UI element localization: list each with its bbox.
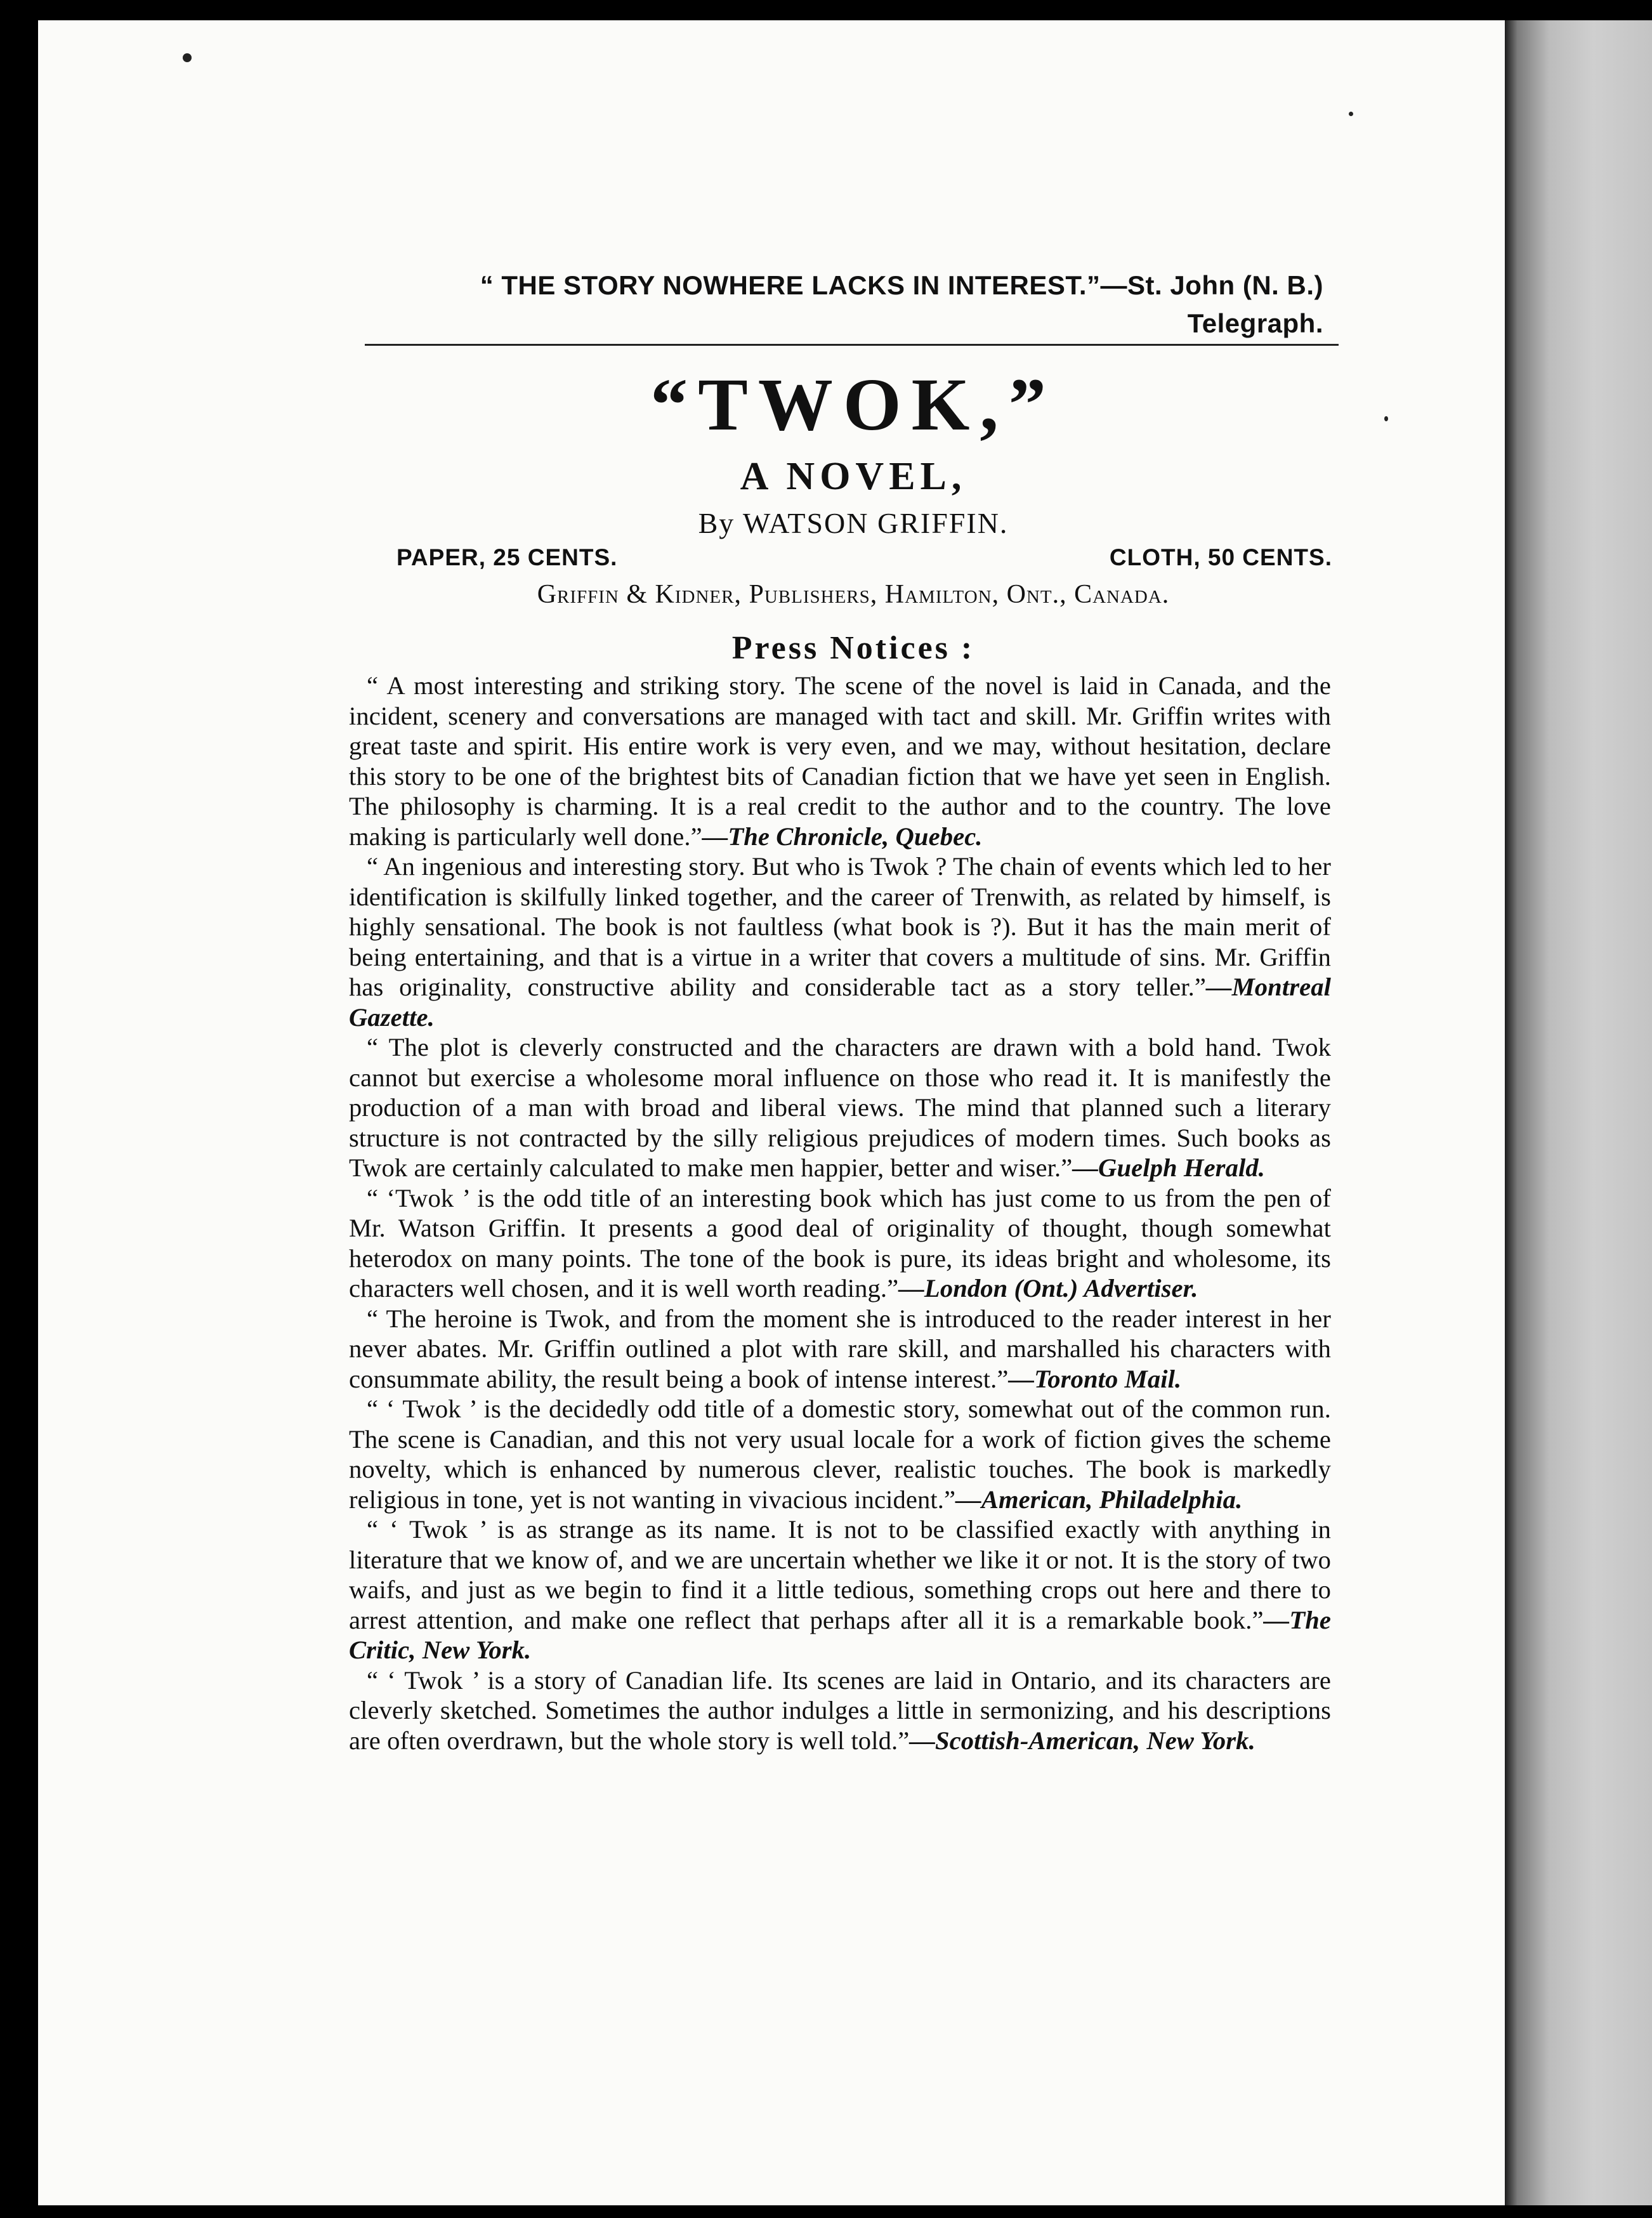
notice-source: —Scottish-American, New York.: [909, 1726, 1255, 1755]
book-author: By WATSON GRIFFIN.: [698, 507, 1009, 539]
notice-text: “ ‘ Twok ’ is the decidedly odd title of a domestic story, somewhat out of the common run. The scene is Canadian, and this not very usual locale for a work of fiction gives the scheme novelty, which is enhanced by numerous clever, realistic touches. The book is markedly religious in tone, yet is not wanting in vivacious incident.”: [349, 1394, 1331, 1514]
ink-speck: [1349, 112, 1353, 116]
book-subtitle: A NOVEL,: [740, 455, 967, 498]
notice-text: “ The plot is cleverly constructed and the characters are drawn with a bold hand. Twok cannot but exercise a wholesome moral influence on those who read it. It is manifestly the production of a man with broad and liberal views. The mind that planned such a literary structure is not contracted by the silly religious prejudices of modern times. Such books as Twok are certainly calculated to make men happier, better and wiser.”: [349, 1033, 1331, 1182]
press-notices-list: [349, 671, 1339, 1755]
notice-source: —Guelph Herald.: [1072, 1153, 1265, 1182]
ink-speck: [1384, 416, 1388, 421]
press-notice: [349, 1183, 1339, 1304]
advertisement-content: [349, 266, 1339, 1755]
press-notice: [349, 851, 1339, 1032]
book-title: “TWOK,”: [650, 363, 1056, 446]
notice-source: —American, Philadelphia.: [955, 1485, 1243, 1514]
notice-source: —Montreal Gazette.: [349, 973, 1331, 1032]
notice-text: “ ‘ Twok ’ is a story of Canadian life. Its scenes are laid in Ontario, and its characters are cleverly sketched. Sometimes the author indulges a little in sermonizing, and his descriptions are often overdrawn, but the whole story is well told.”: [349, 1665, 1331, 1755]
notice-source: —London (Ont.) Advertiser.: [898, 1274, 1198, 1303]
price-paper: PAPER, 25 CENTS.: [397, 544, 618, 570]
price-row: [397, 542, 1332, 573]
press-notice: [349, 671, 1339, 851]
press-notice: [349, 1514, 1339, 1665]
notice-source: —The Chronicle, Quebec.: [702, 822, 983, 851]
notice-source: —Toronto Mail.: [1008, 1364, 1182, 1393]
notice-text: “ The heroine is Twok, and from the moment she is introduced to the reader interest in her never abates. Mr. Griffin outlined a plot with rare skill, and marshalled his characters with consummate ability, the result being a book of intense interest.”: [349, 1304, 1331, 1393]
price-cloth: CLOTH, 50 CENTS.: [1109, 544, 1332, 570]
notice-text: “ A most interesting and striking story. The scene of the novel is laid in Canada, and the incident, scenery and conversations are managed with tact and skill. Mr. Griffin writes with great taste and spirit. His entire work is very even, and we may, without hesitation, declare this story to be one of the brightest bits of Canadian fiction that we have yet seen in English. The philosophy is charming. It is a real credit to the author and to the country. The love making is particularly well done.”: [349, 671, 1331, 851]
page-edge-shadow: [1505, 20, 1652, 2205]
publisher-line: Griffin & Kidner, Publishers, Hamilton, Ont., Canada.: [537, 580, 1170, 609]
press-notice: [349, 1394, 1339, 1514]
notice-text: “ ‘ Twok ’ is as strange as its name. It is not to be classified exactly with anything in literature that we know of, and we are uncertain whether we like it or not. It is the story of two waifs, and just as we begin to find it a little tedious, something crops out here and there to arrest attention, and make one reflect that perhaps after all it is a remarkable book.”: [349, 1515, 1331, 1634]
top-quote: “ THE STORY NOWHERE LACKS IN INTEREST.”—St. John (N. B.) Telegraph.: [480, 270, 1323, 338]
notice-text: “ An ingenious and interesting story. But who is Twok ? The chain of events which led to her identification is skilfully linked together, and the career of Trenwith, as related by himself, is highly sensational. The book is not faultless (what book is ?). But it has the main merit of being entertaining, and that is a virtue in a writer that covers a multitude of sins. Mr. Griffin has originality, constructive ability and considerable tact as a story teller.”: [349, 852, 1331, 1001]
press-notices-heading: Press Notices :: [731, 630, 975, 666]
ink-speck: [183, 53, 192, 62]
press-notice: [349, 1304, 1339, 1394]
notice-text: “ ‘Twok ’ is the odd title of an interesting book which has just come to us from the pen of Mr. Watson Griffin. It presents a good deal of originality of thought, though somewhat heterodox on many points. The tone of the book is pure, its ideas bright and wholesome, its characters well chosen, and it is well worth reading.”: [349, 1183, 1331, 1303]
divider-rule: [365, 344, 1339, 346]
press-notice: [349, 1665, 1339, 1756]
press-notice: [349, 1032, 1339, 1183]
notice-source: —The Critic, New York.: [349, 1605, 1331, 1664]
